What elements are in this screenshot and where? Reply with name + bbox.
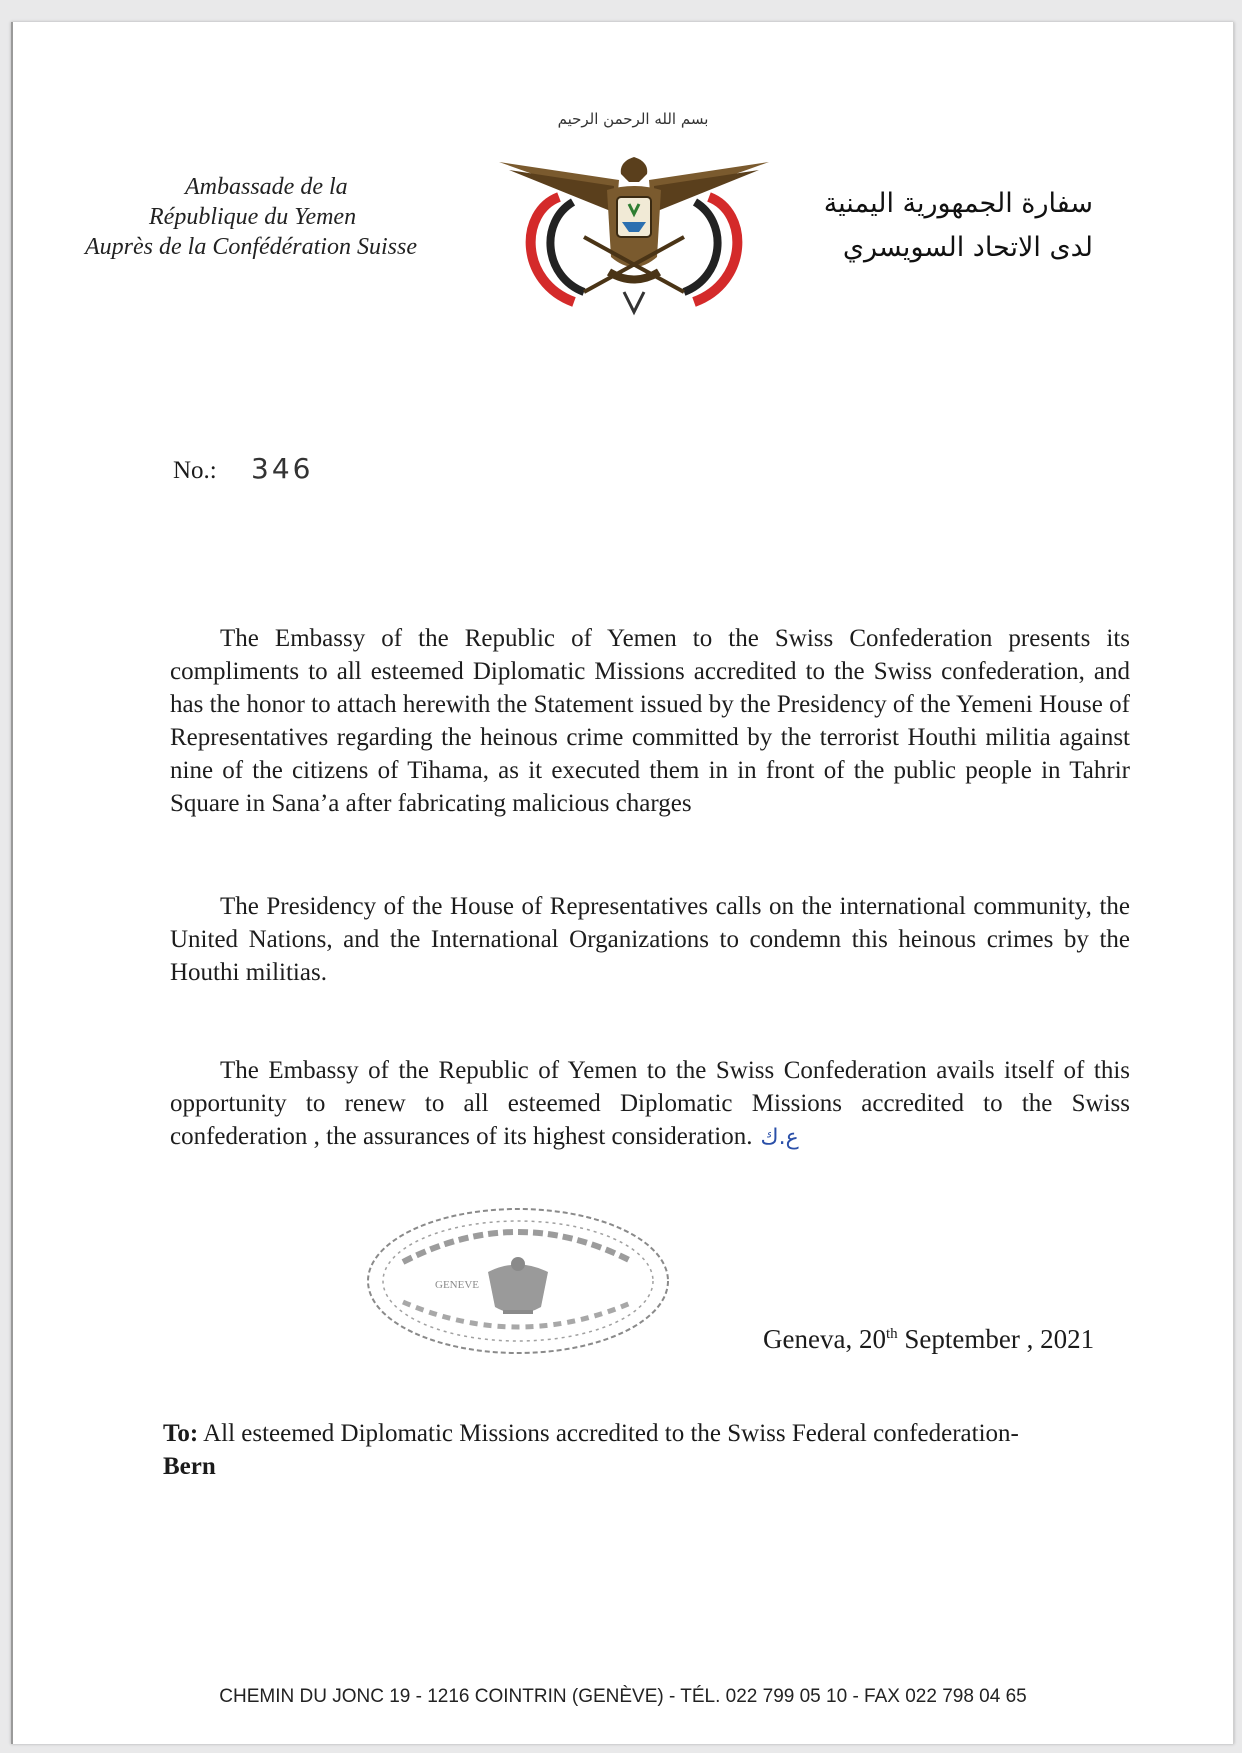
reference-label: No.:: [173, 457, 217, 484]
french-letterhead: [85, 172, 465, 262]
paragraph-text: The Embassy of the Republic of Yemen to the Swiss Confederation presents its compliments to all esteemed Diplomatic Missions accredited to the Swiss confederation, and has the honor to attach herewith the Statement issued by the Presidency of the Yemeni House of Representatives regarding the heinous crime committed by the terrorist Houthi militia against nine of the citizens of Tihama, as it executed them in in front of the public people in Tahrir Square in Sana’a after fabricating malicious charges: [170, 625, 1130, 817]
date-suffix: September , 2021: [904, 1324, 1095, 1354]
addressee-text: All esteemed Diplomatic Missions accredited to the Swiss Federal confederation-: [203, 1420, 1019, 1447]
letter-date: [763, 1324, 1094, 1355]
addressee: [163, 1417, 1023, 1483]
date-ordinal: th: [885, 1326, 898, 1342]
seal-inner-label: GENEVE: [435, 1279, 479, 1291]
letter-page: [11, 22, 1234, 1744]
addressee-label: To:: [163, 1420, 199, 1447]
body-paragraph: [170, 890, 1130, 989]
addressee-city: Bern: [163, 1453, 216, 1480]
paragraph-text: The Presidency of the House of Representatives calls on the international community, the United Nations, and the International Organizations to condemn this heinous crimes by the Houthi militias.: [170, 893, 1130, 986]
body-paragraph: [170, 1054, 1130, 1154]
french-letterhead-line: Auprès de la Confédération Suisse: [85, 234, 417, 260]
footer-address: CHEMIN DU JONC 19 - 1216 COINTRIN (GENÈVE) - TÉL. 022 799 05 10 - FAX 022 798 04 65: [219, 1686, 1027, 1707]
french-letterhead-line: République du Yemen: [149, 204, 357, 230]
arabic-letterhead-line: سفارة الجمهورية اليمنية: [823, 188, 1093, 219]
embassy-seal-icon: [363, 1202, 673, 1360]
handwritten-initials: ع.ك: [760, 1125, 799, 1150]
date-prefix: Geneva, 20: [763, 1324, 886, 1354]
arabic-letterhead: [793, 182, 1093, 270]
paragraph-text: The Embassy of the Republic of Yemen to the Swiss Confederation avails itself of this opportunity to renew to all esteemed Diplomatic Missions accredited to the Swiss confederation , the assurances of its highest consideration.: [170, 1057, 1130, 1150]
reference-number: [173, 452, 313, 485]
reference-value: 346: [251, 452, 314, 485]
basmala: بسم الله الرحمن الرحيم: [557, 110, 709, 128]
arabic-letterhead-line: لدى الاتحاد السويسري: [842, 232, 1093, 263]
french-letterhead-line: Ambassade de la: [185, 174, 348, 200]
body-paragraph: [170, 622, 1130, 820]
yemen-eagle-emblem-icon: [499, 152, 769, 317]
